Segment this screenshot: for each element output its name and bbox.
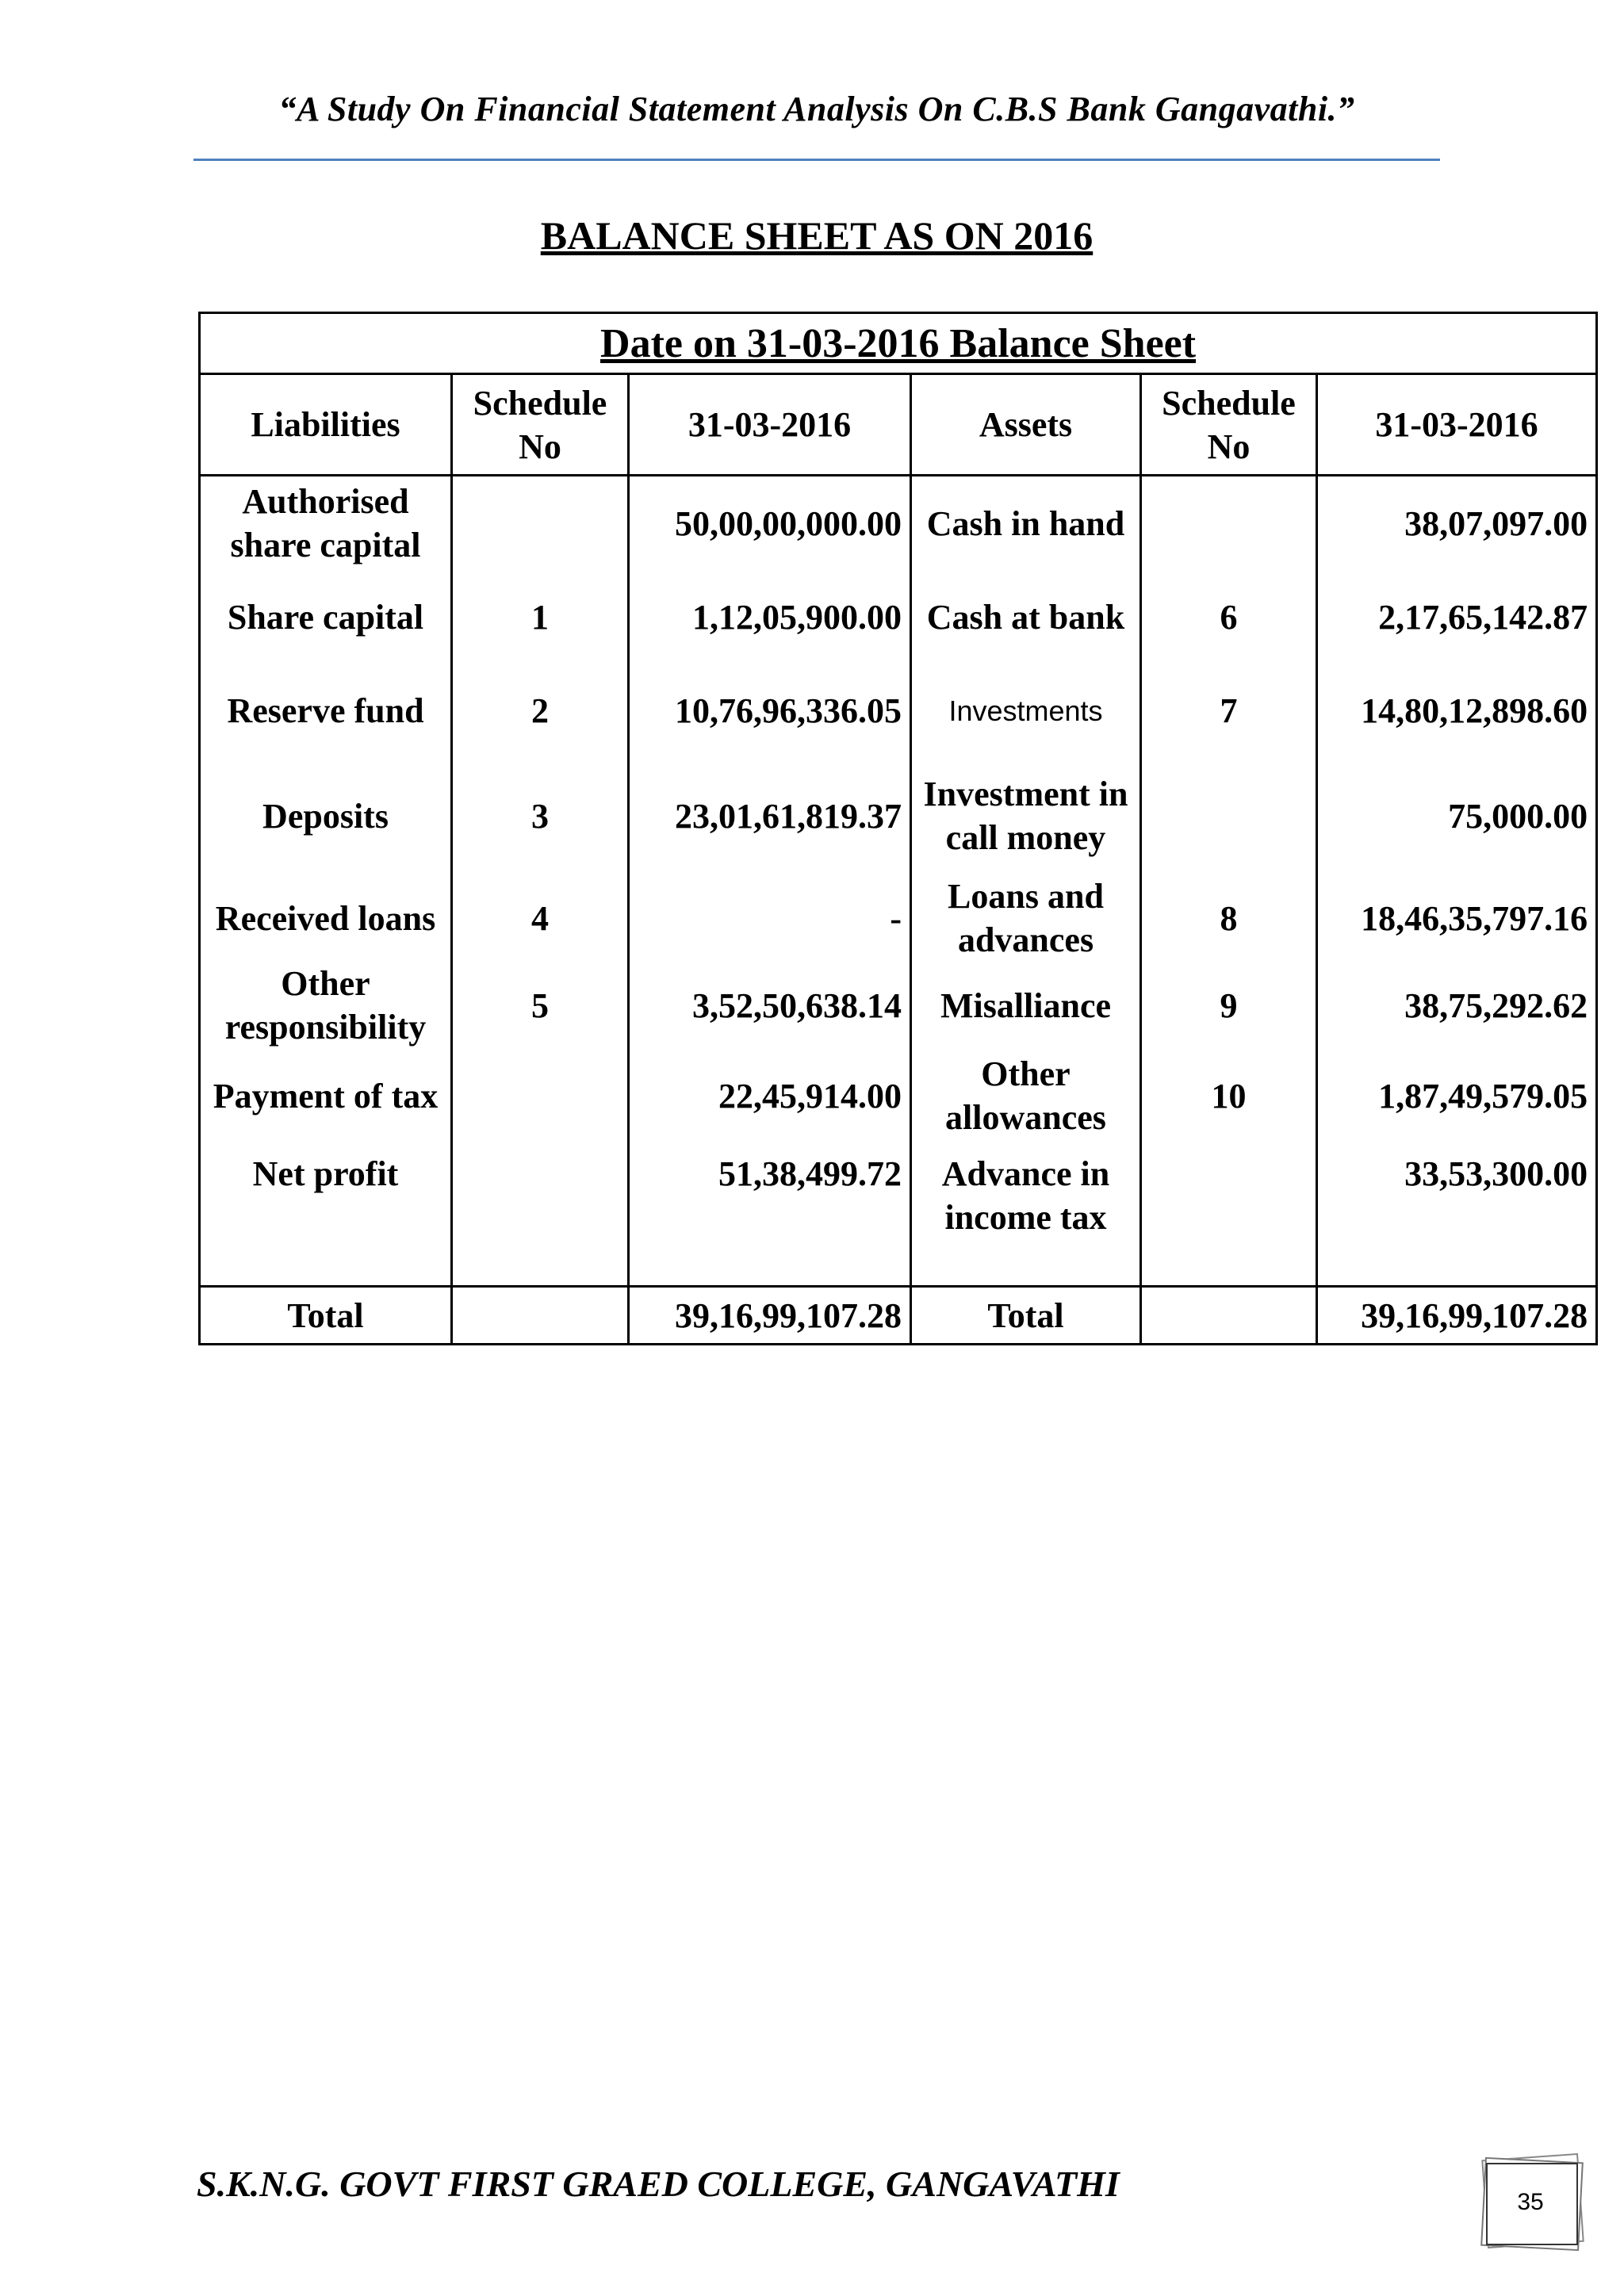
asset-amount: 2,17,65,142.87 xyxy=(1317,570,1597,664)
table-row xyxy=(200,570,1597,664)
running-header: “A Study On Financial Statement Analysis On C.B.S Bank Gangavathi.” xyxy=(278,90,1355,128)
column-header: 31-03-2016 xyxy=(1317,374,1597,476)
column-header: Liabilities xyxy=(200,374,452,476)
table-row xyxy=(200,1142,1597,1287)
footer-college-name: S.K.N.G. GOVT FIRST GRAED COLLEGE, GANGAVATHI xyxy=(197,2164,1120,2204)
table-row xyxy=(200,664,1597,757)
asset-label: Advance in income tax xyxy=(911,1142,1141,1287)
liability-schedule: 1 xyxy=(452,570,629,664)
asset-amount: 33,53,300.00 xyxy=(1317,1142,1597,1287)
liability-schedule xyxy=(452,1049,629,1142)
table-row xyxy=(200,1049,1597,1142)
asset-label: Investment in call money xyxy=(911,757,1141,874)
liability-label: Net profit xyxy=(200,1142,452,1287)
liability-schedule: 3 xyxy=(452,757,629,874)
total-label-liabilities: Total xyxy=(200,1287,452,1345)
table-row xyxy=(200,476,1597,571)
table-header-row xyxy=(200,374,1597,476)
liability-amount: 22,45,914.00 xyxy=(629,1049,911,1142)
liability-amount: 51,38,499.72 xyxy=(629,1142,911,1287)
liability-amount: 23,01,61,819.37 xyxy=(629,757,911,874)
total-label-assets: Total xyxy=(911,1287,1141,1345)
liability-amount: 1,12,05,900.00 xyxy=(629,570,911,664)
column-header: Assets xyxy=(911,374,1141,476)
asset-label: Other allowances xyxy=(911,1049,1141,1142)
asset-amount: 1,87,49,579.05 xyxy=(1317,1049,1597,1142)
liability-amount: 50,00,00,000.00 xyxy=(629,476,911,571)
liability-label: Other responsibility xyxy=(200,962,452,1049)
column-header: 31-03-2016 xyxy=(629,374,911,476)
asset-schedule xyxy=(1141,757,1317,874)
asset-label: Investments xyxy=(911,664,1141,757)
liability-schedule: 2 xyxy=(452,664,629,757)
asset-amount: 38,07,097.00 xyxy=(1317,476,1597,571)
liability-label: Authorised share capital xyxy=(200,476,452,571)
table-row xyxy=(200,874,1597,962)
asset-amount: 14,80,12,898.60 xyxy=(1317,664,1597,757)
asset-schedule: 8 xyxy=(1141,874,1317,962)
asset-label: Cash at bank xyxy=(911,570,1141,664)
total-schedule-assets xyxy=(1141,1287,1317,1345)
column-header: Schedule No xyxy=(452,374,629,476)
asset-schedule: 7 xyxy=(1141,664,1317,757)
asset-schedule xyxy=(1141,476,1317,571)
asset-schedule: 9 xyxy=(1141,962,1317,1049)
liability-label: Deposits xyxy=(200,757,452,874)
page-number-box xyxy=(1480,2156,1583,2250)
header-divider xyxy=(193,159,1440,161)
liability-schedule xyxy=(452,476,629,571)
liability-label: Payment of tax xyxy=(200,1049,452,1142)
total-liabilities-amount: 39,16,99,107.28 xyxy=(629,1287,911,1345)
asset-amount: 18,46,35,797.16 xyxy=(1317,874,1597,962)
liability-amount: 3,52,50,638.14 xyxy=(629,962,911,1049)
liability-schedule xyxy=(452,1142,629,1287)
liability-schedule: 5 xyxy=(452,962,629,1049)
page-title: BALANCE SHEET AS ON 2016 xyxy=(540,213,1094,258)
balance-sheet-table xyxy=(198,312,1598,1345)
liability-amount: 10,76,96,336.05 xyxy=(629,664,911,757)
asset-schedule xyxy=(1141,1142,1317,1287)
total-schedule-liabilities xyxy=(452,1287,629,1345)
asset-label: Misalliance xyxy=(911,962,1141,1049)
page-number: 35 xyxy=(1517,2189,1544,2215)
asset-label: Cash in hand xyxy=(911,476,1141,571)
liability-label: Share capital xyxy=(200,570,452,664)
liability-schedule: 4 xyxy=(452,874,629,962)
liability-label: Reserve fund xyxy=(200,664,452,757)
table-caption: Date on 31-03-2016 Balance Sheet xyxy=(200,313,1597,374)
asset-amount: 38,75,292.62 xyxy=(1317,962,1597,1049)
table-row xyxy=(200,962,1597,1049)
total-row xyxy=(200,1287,1597,1345)
asset-schedule: 6 xyxy=(1141,570,1317,664)
asset-amount: 75,000.00 xyxy=(1317,757,1597,874)
asset-schedule: 10 xyxy=(1141,1049,1317,1142)
total-assets-amount: 39,16,99,107.28 xyxy=(1317,1287,1597,1345)
asset-label: Loans and advances xyxy=(911,874,1141,962)
table-row xyxy=(200,757,1597,874)
column-header: Schedule No xyxy=(1141,374,1317,476)
liability-label: Received loans xyxy=(200,874,452,962)
liability-amount: - xyxy=(629,874,911,962)
